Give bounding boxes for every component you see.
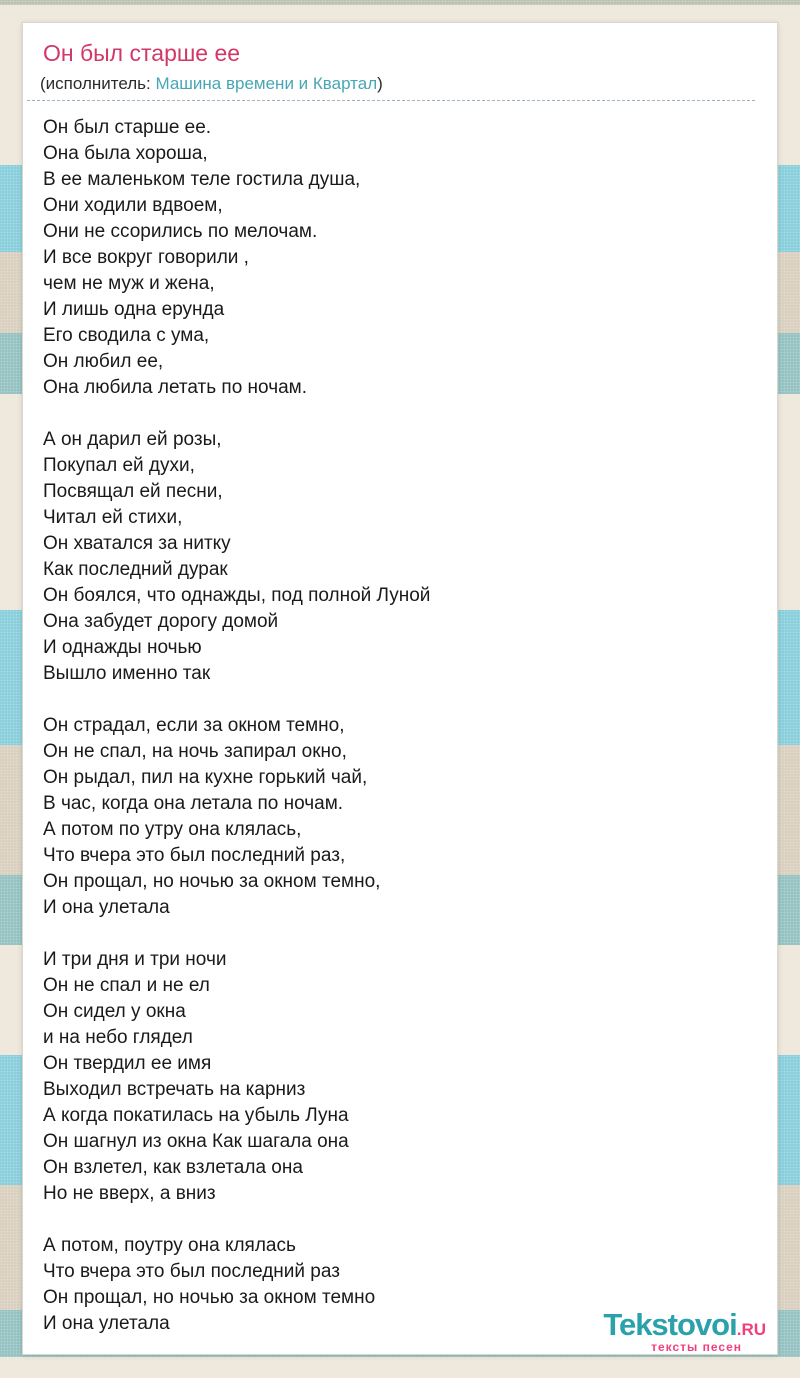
lyric-line: и на небо глядел [43, 1027, 193, 1048]
logo-text[interactable]: Tekstovoi [603, 1307, 737, 1342]
lyric-line: чем не муж и жена, [43, 273, 215, 294]
lyric-line: Читал ей стихи, [43, 507, 183, 528]
lyric-line: И лишь одна ерунда [43, 299, 225, 320]
logo-tagline: тексты песен [651, 1340, 742, 1354]
artist-link[interactable]: Машина времени и Квартал [155, 74, 378, 93]
lyric-line: Он твердил ее имя [43, 1053, 212, 1074]
lyric-line: Они ходили вдвоем, [43, 195, 223, 216]
lyric-line: Он боялся, что однажды, под полной Луной [43, 585, 431, 606]
lyric-line: Он страдал, если за окном темно, [43, 715, 345, 736]
stanza [43, 947, 757, 1207]
dashed-separator [27, 100, 755, 101]
lyric-line: И она улетала [43, 1313, 170, 1334]
lyric-line: А потом, поутру она клялась [43, 1235, 296, 1256]
stanza [43, 115, 757, 401]
lyric-line: Что вчера это был последний раз, [43, 845, 346, 866]
lyric-line: Он шагнул из окна Как шагала она [43, 1131, 349, 1152]
lyric-line: Он прощал, но ночью за окном темно, [43, 871, 381, 892]
lyric-line: И все вокруг говорили , [43, 247, 249, 268]
lyric-line: Он хватался за нитку [43, 533, 231, 554]
artist-prefix: (исполнитель: [40, 74, 156, 93]
bg-top-strip [0, 0, 800, 5]
page-title: Он был старше ее [43, 40, 241, 66]
lyric-line: Посвящал ей песни, [43, 481, 223, 502]
lyrics-card [22, 22, 778, 1355]
lyric-line: Выходил встречать на карниз [43, 1079, 306, 1100]
lyric-line: Он прощал, но ночью за окном темно [43, 1287, 376, 1308]
lyric-line: Она забудет дорогу домой [43, 611, 279, 632]
lyric-line: Но не вверх, а вниз [43, 1183, 216, 1204]
lyric-line: Он любил ее, [43, 351, 164, 372]
lyric-line: Он был старше ее. [43, 117, 212, 138]
lyric-line: Он не спал, на ночь запирал окно, [43, 741, 347, 762]
lyric-line: Он взлетел, как взлетала она [43, 1157, 303, 1178]
logo-domain[interactable]: .RU [736, 1320, 766, 1339]
site-logo[interactable] [603, 1309, 766, 1353]
lyric-line: Она была хороша, [43, 143, 208, 164]
lyric-line: И три дня и три ночи [43, 949, 227, 970]
lyric-line: А потом по утру она клялась, [43, 819, 302, 840]
lyric-line: Его сводила с ума, [43, 325, 210, 346]
lyric-line: Он рыдал, пил на кухне горький чай, [43, 767, 368, 788]
lyrics [43, 115, 757, 1337]
lyric-line: А он дарил ей розы, [43, 429, 222, 450]
artist-suffix: ) [377, 74, 383, 93]
stanza [43, 713, 757, 921]
lyric-line: Она любила летать по ночам. [43, 377, 308, 398]
lyric-line: И она улетала [43, 897, 170, 918]
lyric-line: Что вчера это был последний раз [43, 1261, 340, 1282]
stanza [43, 427, 757, 687]
lyric-line: И однажды ночью [43, 637, 202, 658]
lyric-line: В час, когда она летала по ночам. [43, 793, 344, 814]
lyric-line: Он сидел у окна [43, 1001, 186, 1022]
lyric-line: Они не ссорились по мелочам. [43, 221, 318, 242]
lyric-line: В ее маленьком теле гостила душа, [43, 169, 361, 190]
logo-wordmark[interactable] [603, 1309, 766, 1340]
lyric-line: Покупал ей духи, [43, 455, 195, 476]
lyric-line: Вышло именно так [43, 663, 211, 684]
lyric-line: А когда покатилась на убыль Луна [43, 1105, 349, 1126]
lyric-line: Как последний дурак [43, 559, 228, 580]
lyric-line: Он не спал и не ел [43, 975, 210, 996]
artist-line [40, 73, 757, 94]
